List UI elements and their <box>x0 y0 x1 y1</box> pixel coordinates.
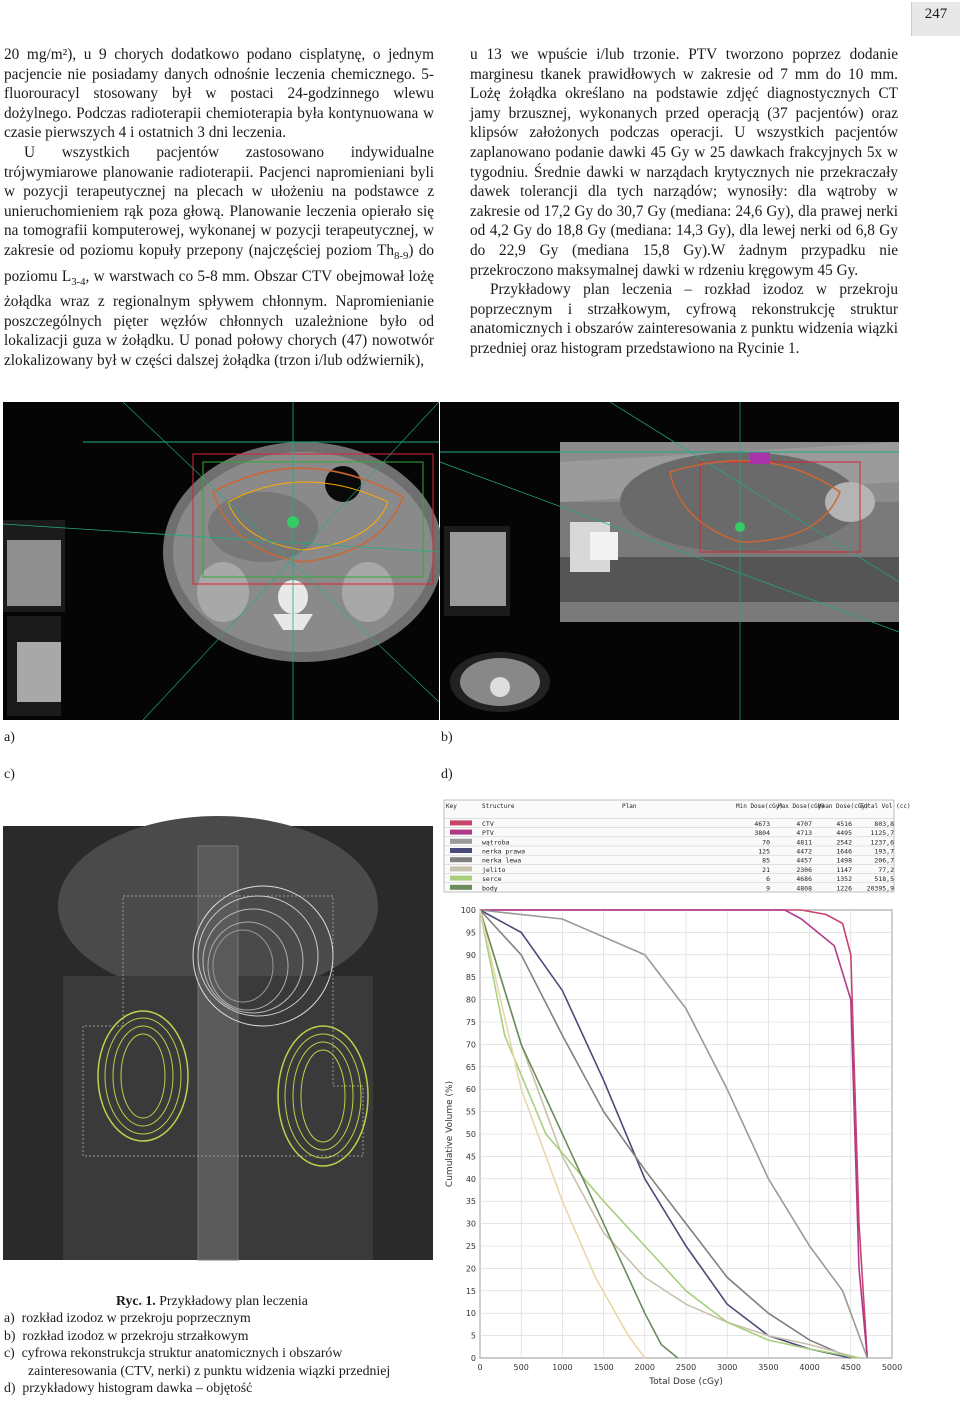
caption-item: a) rozkład izodoz w przekroju poprzecznym <box>4 1310 251 1326</box>
x-tick-label: 5000 <box>881 1363 903 1372</box>
y-tick-label: 95 <box>465 928 476 938</box>
x-axis-label: Total Dose (cGy) <box>649 1377 723 1387</box>
subscript: 8-9 <box>394 249 409 262</box>
legend-cell: 1237,6 <box>870 838 894 847</box>
figure-label-a: a) <box>4 730 15 745</box>
figure-c-drr-reconstruction <box>3 826 433 1260</box>
legend-cell: 21 <box>762 865 770 874</box>
legend-header-cell: Structure <box>482 803 515 810</box>
y-tick-label: 30 <box>465 1219 476 1229</box>
legend-cell: 4457 <box>796 856 812 865</box>
legend-cell: 4811 <box>796 838 812 847</box>
x-tick-label: 1500 <box>593 1363 614 1372</box>
figure-label-b: b) <box>441 730 453 745</box>
text-run: , w warstwach co 5-8 mm. Obszar CTV obejmował lożę żołądka wraz z regionalnym spływem chłonnym. Napromienianie poszczególnych pięter węzłów chłonnych uzależnione było od lokalizacji guza w żołądku. U ponad połowy chorych (47) nowotwór zlokalizowany był w części dalszej żołądka (trzon i/lub odźwiernik), <box>4 267 435 369</box>
legend-cell: body <box>482 884 498 893</box>
x-tick-label: 2000 <box>634 1363 655 1372</box>
legend-header-cell: Min Dose(cGy) <box>736 803 783 810</box>
paragraph: Przykładowy plan leczenia – rozkład izodoz w przekroju poprzecznym i strzałkowym, cyfrową rekonstrukcję struktur anatomicznych i obszarów zainteresowania z punktu widzenia wiązki przedniej oraz histogram przedstawiono na Rycinie 1. <box>470 281 898 357</box>
legend-header-cell: Max Dose(cGy) <box>778 803 825 810</box>
dvh-svg <box>440 798 911 1398</box>
x-tick-label: 0 <box>477 1363 483 1372</box>
legend-cell: 518,5 <box>874 875 894 884</box>
y-tick-label: 85 <box>465 973 476 983</box>
figure-caption <box>4 1292 434 1396</box>
paragraph: u 13 we wpuście i/lub trzonie. PTV tworzono poprzez dodanie marginesu tkanek prawidłowych w zakresie od 7 mm do 10 mm. Lożę żołądka określano na podstawie zdjęć diagnostycznych CT jamy brzusznej, wykonanych przed operacją (37 pacjentów) oraz klipsów założonych podczas operacji. U wszystkich pacjentów zaplanowano podanie dawki 45 Gy w 25 dawkach frakcyjnych 5x w tygodniu. Średnie dawki w narządach krytycznych nie przekraczały dawek tolerancji dla tych narządów; wynosiły: dla wątroby w zakresie od 17,2 Gy do 30,7 Gy (mediana: 24,6 Gy), dla prawej nerki od 4,2 Gy do 18,8 Gy (mediana: 14,3 Gy), dla lewej nerki od 6,8 Gy do 22,9 Gy (mediana 15,8 Gy).W żadnym przypadku nie przekroczono maksymalnej dawki w rdzeniu kręgowym 45 Gy. <box>470 46 898 279</box>
x-tick-label: 1000 <box>552 1363 573 1372</box>
legend-cell: 4472 <box>796 847 812 856</box>
ct-transverse-image <box>3 402 439 720</box>
legend-cell: 4516 <box>836 819 852 828</box>
legend-swatch <box>450 839 472 844</box>
y-tick-label: 0 <box>470 1354 476 1363</box>
legend-cell: jelito <box>482 865 506 874</box>
legend-swatch <box>450 876 472 881</box>
figure-a-transverse-ct <box>3 402 439 720</box>
x-tick-label: 3500 <box>758 1363 779 1372</box>
caption-title <box>4 1292 434 1309</box>
legend-header-cell: Total Vol (cc) <box>860 803 911 810</box>
caption-title-bold: Ryc. 1. <box>116 1293 156 1308</box>
y-tick-label: 70 <box>465 1040 476 1050</box>
legend-cell: 2306 <box>796 865 812 874</box>
subscript: 3-4 <box>71 275 86 288</box>
x-tick-label: 2500 <box>675 1363 697 1372</box>
legend-cell: 1498 <box>836 856 852 865</box>
y-tick-label: 20 <box>465 1264 476 1274</box>
legend-cell: 1147 <box>836 865 852 874</box>
legend-header-cell: Mean Dose(cGy) <box>818 803 869 810</box>
legend-cell: 803,8 <box>874 819 894 828</box>
y-tick-label: 5 <box>470 1331 476 1341</box>
caption-item: c) cyfrowa rekonstrukcja struktur anatomicznych i obszarów zainteresowania (CTV, nerki) z punktu widzenia wiązki przedniej <box>4 1345 391 1378</box>
legend-cell: 125 <box>758 847 770 856</box>
legend-cell: 85 <box>762 856 770 865</box>
y-tick-label: 50 <box>465 1130 476 1139</box>
figure-label-d: d) <box>441 767 453 782</box>
paragraph: 20 mg/m²), u 9 chorych dodatkowo podano cisplatynę, o jednym pacjencie nie posiadamy danych odnośnie leczenia chemicznego. 5-fluorouracyl stosowany był w postaci 24-godzinnego wlewu dożylnego. Podczas radioterapii chemioterapia była kontynuowana w czasie pierwszych 4 i ostatnich 3 dni leczenia. <box>4 46 434 142</box>
x-tick-label: 500 <box>513 1363 529 1372</box>
legend-swatch <box>450 820 472 825</box>
x-tick-label: 4000 <box>799 1363 820 1372</box>
legend-cell: 3804 <box>754 829 770 838</box>
y-tick-label: 10 <box>465 1309 476 1319</box>
text-run: U wszystkich pacjentów zastosowano indywidualne trójwymiarowe planowanie radioterapii. Pacjenci napromieniani byli w pozycji terapeutycznej na plecach w ułożeniu na podstawce z unieruchomieniem rąk poza głową. Planowanie leczenia opierało się na tomografii komputerowej, wykonanej w pozycji terapeutycznej, w zakresie od poziomu kopuły przepony (najczęściej poziom Th <box>4 143 434 259</box>
x-tick-label: 3000 <box>717 1363 738 1372</box>
y-tick-label: 55 <box>465 1107 476 1117</box>
legend-cell: wątroba <box>482 838 510 847</box>
legend-cell: 6 <box>766 875 770 884</box>
caption-item: d) przykładowy histogram dawka – objętość <box>4 1380 253 1396</box>
text-run: ) do poziomu L <box>4 241 435 285</box>
legend-cell: 1125,7 <box>870 829 894 838</box>
x-tick-label: 4500 <box>840 1363 861 1372</box>
legend-swatch <box>450 857 472 862</box>
legend-cell: PTV <box>482 829 494 838</box>
legend-cell: 2542 <box>836 838 852 847</box>
legend-cell: 4686 <box>796 875 812 884</box>
legend-cell: 4495 <box>836 829 852 838</box>
caption-item: b) rozkład izodoz w przekroju strzałkowym <box>4 1327 249 1343</box>
y-tick-label: 25 <box>465 1242 476 1251</box>
y-axis-label: Cumulative Volume (%) <box>445 1080 455 1188</box>
legend-swatch <box>450 866 472 871</box>
y-tick-label: 75 <box>465 1018 476 1027</box>
legend-cell: 206,7 <box>874 856 894 865</box>
legend-cell: 4808 <box>796 884 812 893</box>
legend-cell: 20395,9 <box>866 884 894 893</box>
legend-swatch <box>450 830 472 835</box>
legend-cell: 4673 <box>754 819 770 828</box>
y-tick-label: 15 <box>465 1286 476 1296</box>
legend-cell: 9 <box>766 884 770 893</box>
legend-cell: nerka prawa <box>482 847 526 856</box>
legend-cell: serce <box>482 875 502 884</box>
legend-cell: 77,2 <box>878 865 894 874</box>
legend-cell: 1226 <box>836 884 852 893</box>
y-tick-label: 35 <box>465 1197 476 1207</box>
y-tick-label: 60 <box>465 1085 476 1095</box>
legend-swatch <box>450 885 472 890</box>
right-text-column <box>470 45 898 359</box>
y-tick-label: 80 <box>465 995 476 1005</box>
y-tick-label: 100 <box>460 906 476 915</box>
paragraph <box>4 143 434 371</box>
y-tick-label: 65 <box>465 1062 476 1072</box>
drr-image <box>3 826 433 1260</box>
page-number: 247 <box>911 2 960 36</box>
left-text-column <box>4 45 434 371</box>
legend-cell: 4713 <box>796 829 812 838</box>
legend-cell: nerka lewa <box>482 856 522 865</box>
figure-label-c: c) <box>4 767 15 782</box>
legend-cell: 193,7 <box>874 847 894 856</box>
y-tick-label: 90 <box>465 950 476 960</box>
legend-header-cell: Key <box>446 803 457 810</box>
legend-header-cell: Plan <box>622 803 637 810</box>
caption-title-text: Przykładowy plan leczenia <box>155 1293 308 1308</box>
legend-swatch <box>450 848 472 853</box>
legend-cell: 1646 <box>836 847 852 856</box>
legend-cell: 70 <box>762 838 770 847</box>
figure-d-dvh-chart <box>440 798 911 1398</box>
y-tick-label: 45 <box>465 1152 476 1162</box>
figure-b-sagittal-ct <box>440 402 899 720</box>
legend-cell: 4707 <box>796 819 812 828</box>
y-tick-label: 40 <box>465 1174 476 1184</box>
ct-sagittal-image <box>440 402 899 720</box>
legend-cell: CTV <box>482 819 494 828</box>
legend-cell: 1352 <box>836 875 852 884</box>
